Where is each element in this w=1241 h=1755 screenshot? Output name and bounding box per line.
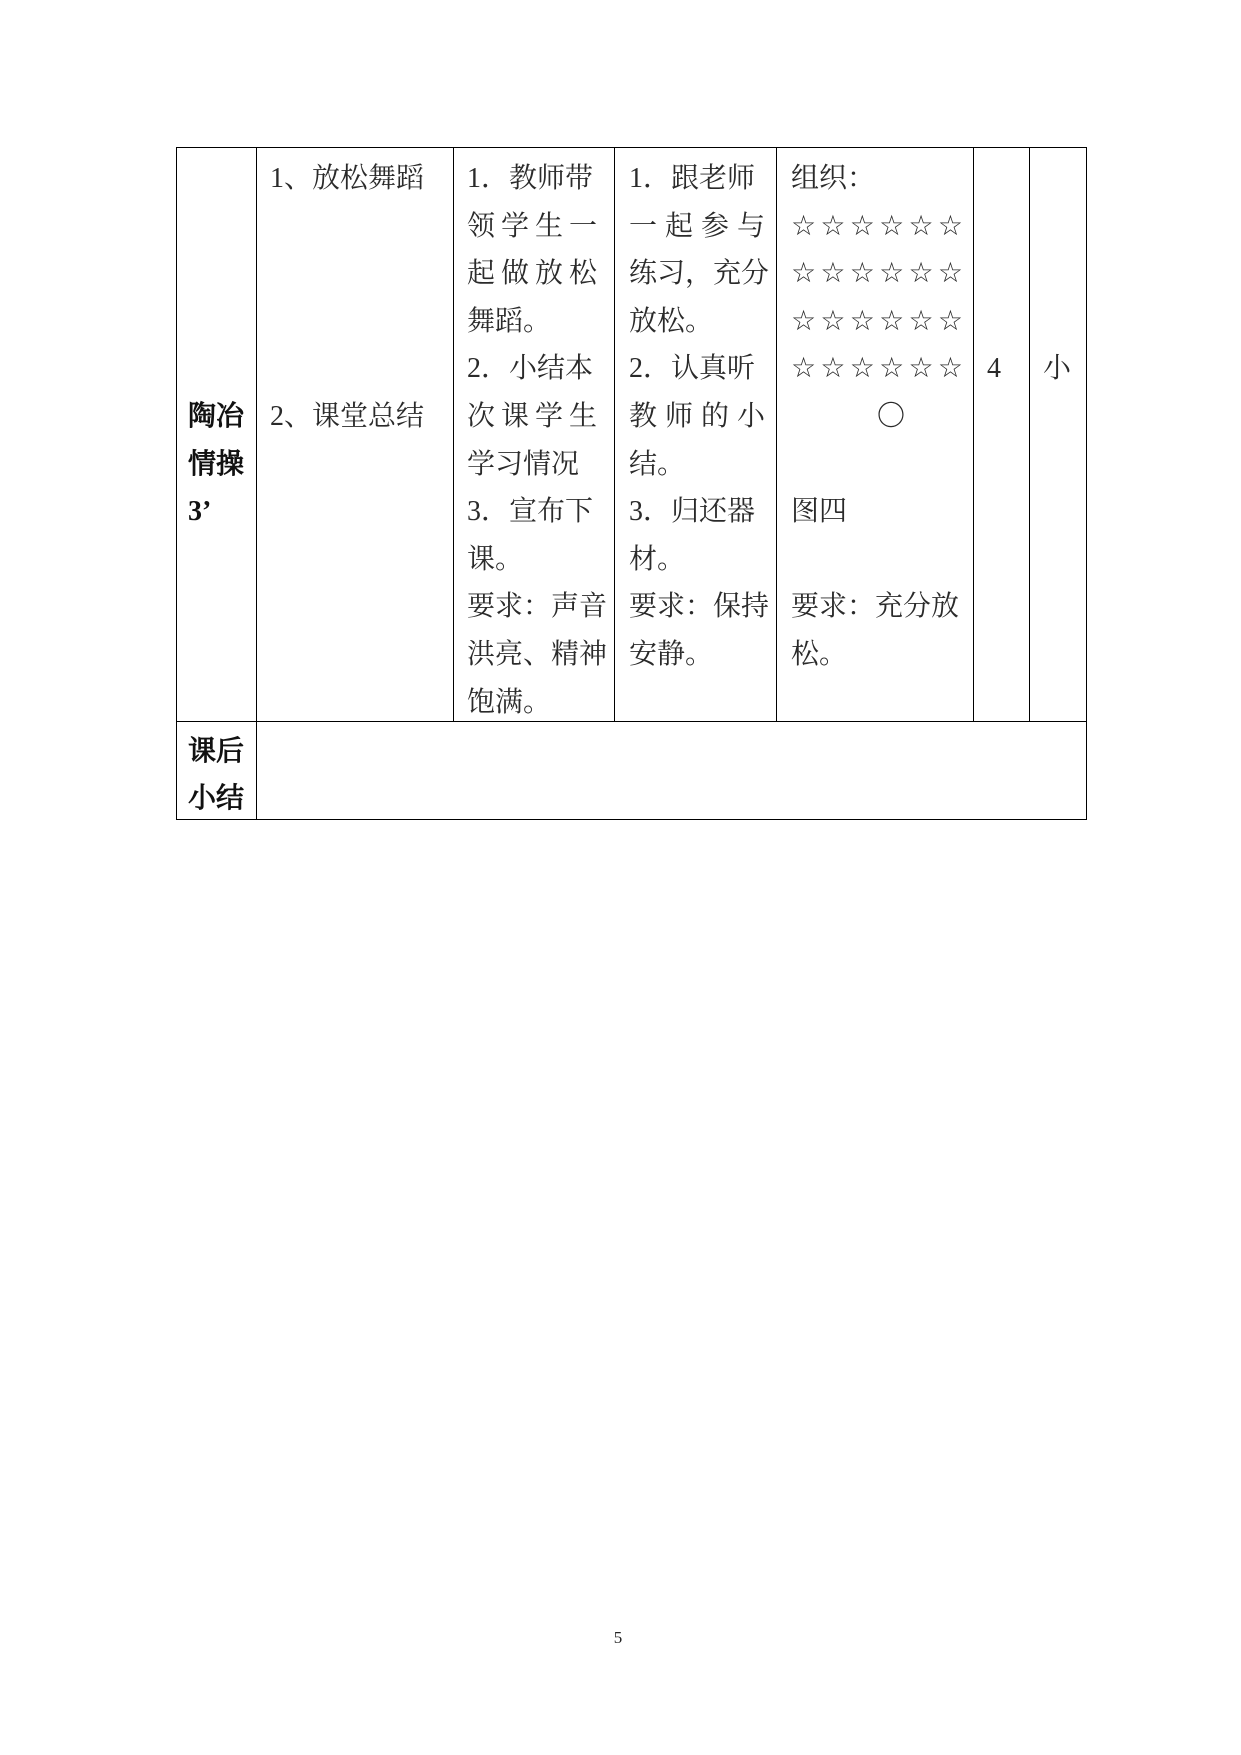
glyph: 学 bbox=[534, 401, 563, 432]
formation-row bbox=[791, 203, 963, 251]
glyph: ☆ bbox=[791, 353, 817, 385]
glyph: ☆ bbox=[820, 305, 846, 337]
cell-teacher-activity bbox=[454, 148, 615, 722]
teacher-activity-line: 学习情况 bbox=[467, 448, 580, 480]
student-activity-line: 放松。 bbox=[629, 305, 714, 337]
glyph: ☆ bbox=[937, 210, 963, 242]
organization-label: 组织： bbox=[791, 163, 876, 194]
teacher-activity-line bbox=[467, 203, 597, 251]
glyph: ☆ bbox=[849, 353, 875, 385]
formation-row bbox=[791, 250, 963, 298]
content-item: 1、放松舞蹈 bbox=[270, 163, 425, 194]
teacher-activity-line: 2．小结本 bbox=[467, 353, 594, 385]
glyph: ☆ bbox=[820, 353, 846, 385]
glyph: ☆ bbox=[849, 305, 875, 337]
lesson-plan-table bbox=[176, 147, 1087, 820]
glyph: ☆ bbox=[879, 353, 905, 385]
glyph: 松 bbox=[568, 258, 597, 290]
glyph: ☆ bbox=[820, 258, 846, 290]
glyph: 领 bbox=[467, 210, 496, 242]
glyph: 起 bbox=[467, 258, 496, 290]
intensity-value: 小 bbox=[1043, 353, 1072, 385]
glyph: 师 bbox=[664, 401, 693, 432]
summary-label-line: 课后 bbox=[188, 736, 245, 767]
glyph: ☆ bbox=[849, 210, 875, 242]
teacher-activity-line: 饱满。 bbox=[467, 686, 552, 718]
glyph: ☆ bbox=[791, 210, 817, 242]
cell-summary-label bbox=[177, 722, 257, 820]
summary-label-line: 小结 bbox=[188, 783, 245, 814]
page-number: 5 bbox=[613, 1628, 623, 1647]
student-activity-line bbox=[629, 393, 765, 441]
glyph: 一 bbox=[568, 210, 597, 242]
glyph: ☆ bbox=[908, 353, 934, 385]
glyph: ☆ bbox=[937, 305, 963, 337]
teacher-activity-line bbox=[467, 393, 597, 441]
student-activity-line: 3．归还器 bbox=[629, 496, 756, 528]
glyph: ☆ bbox=[791, 258, 817, 290]
teacher-activity-line: 课。 bbox=[467, 543, 524, 575]
section-label-line: 情操 bbox=[188, 448, 245, 480]
organization-requirement-line: 松。 bbox=[791, 639, 848, 670]
glyph: 课 bbox=[500, 401, 529, 432]
glyph: ☆ bbox=[937, 258, 963, 290]
teacher-position-marker: 〇 bbox=[877, 401, 906, 432]
organization-requirement-line: 要求：充分放 bbox=[791, 591, 960, 623]
student-activity-line: 材。 bbox=[629, 543, 686, 575]
glyph: ☆ bbox=[908, 258, 934, 290]
teacher-activity-line: 舞蹈。 bbox=[467, 305, 552, 337]
formation-row bbox=[791, 298, 963, 346]
cell-organization bbox=[777, 148, 974, 722]
content-item: 2、课堂总结 bbox=[270, 401, 425, 432]
glyph: 与 bbox=[736, 210, 765, 242]
glyph: ☆ bbox=[908, 305, 934, 337]
teacher-activity-line: 1．教师带 bbox=[467, 163, 594, 194]
glyph: 一 bbox=[629, 210, 658, 242]
repetitions-value: 4 bbox=[987, 353, 1001, 385]
glyph: ☆ bbox=[820, 210, 846, 242]
figure-label: 图四 bbox=[791, 496, 848, 528]
glyph: 教 bbox=[629, 401, 658, 432]
glyph: 起 bbox=[664, 210, 693, 242]
glyph: 生 bbox=[534, 210, 563, 242]
glyph: 次 bbox=[467, 401, 496, 432]
cell-section bbox=[177, 148, 257, 722]
cell-student-activity bbox=[615, 148, 777, 722]
glyph: 生 bbox=[568, 401, 597, 432]
student-activity-line: 1．跟老师 bbox=[629, 163, 756, 194]
cell-intensity bbox=[1030, 148, 1087, 722]
glyph: 小 bbox=[736, 401, 765, 432]
glyph: ☆ bbox=[791, 305, 817, 337]
student-activity-line: 练习，充分 bbox=[629, 258, 770, 290]
glyph: ☆ bbox=[937, 353, 963, 385]
teacher-activity-line bbox=[467, 250, 597, 298]
glyph: 学 bbox=[500, 210, 529, 242]
teacher-activity-line: 3．宣布下 bbox=[467, 496, 594, 528]
section-label-line: 陶冶 bbox=[188, 401, 245, 432]
section-duration: 3’ bbox=[188, 496, 212, 528]
glyph: ☆ bbox=[879, 305, 905, 337]
glyph: 放 bbox=[534, 258, 563, 290]
glyph: ☆ bbox=[879, 210, 905, 242]
cell-summary-content bbox=[257, 722, 1087, 820]
glyph: 做 bbox=[500, 258, 529, 290]
glyph: 的 bbox=[700, 401, 729, 432]
glyph: ☆ bbox=[879, 258, 905, 290]
glyph: ☆ bbox=[908, 210, 934, 242]
student-activity-line: 2．认真听 bbox=[629, 353, 756, 385]
teacher-activity-line: 洪亮、精神 bbox=[467, 639, 608, 670]
cell-repetitions bbox=[974, 148, 1030, 722]
cell-content bbox=[257, 148, 454, 722]
student-activity-line bbox=[629, 203, 765, 251]
student-activity-line: 结。 bbox=[629, 448, 686, 480]
student-activity-line: 要求：保持 bbox=[629, 591, 770, 623]
teacher-activity-line: 要求：声音 bbox=[467, 591, 608, 623]
student-activity-line: 安静。 bbox=[629, 639, 714, 670]
formation-row bbox=[791, 345, 963, 393]
glyph: ☆ bbox=[849, 258, 875, 290]
glyph: 参 bbox=[700, 210, 729, 242]
